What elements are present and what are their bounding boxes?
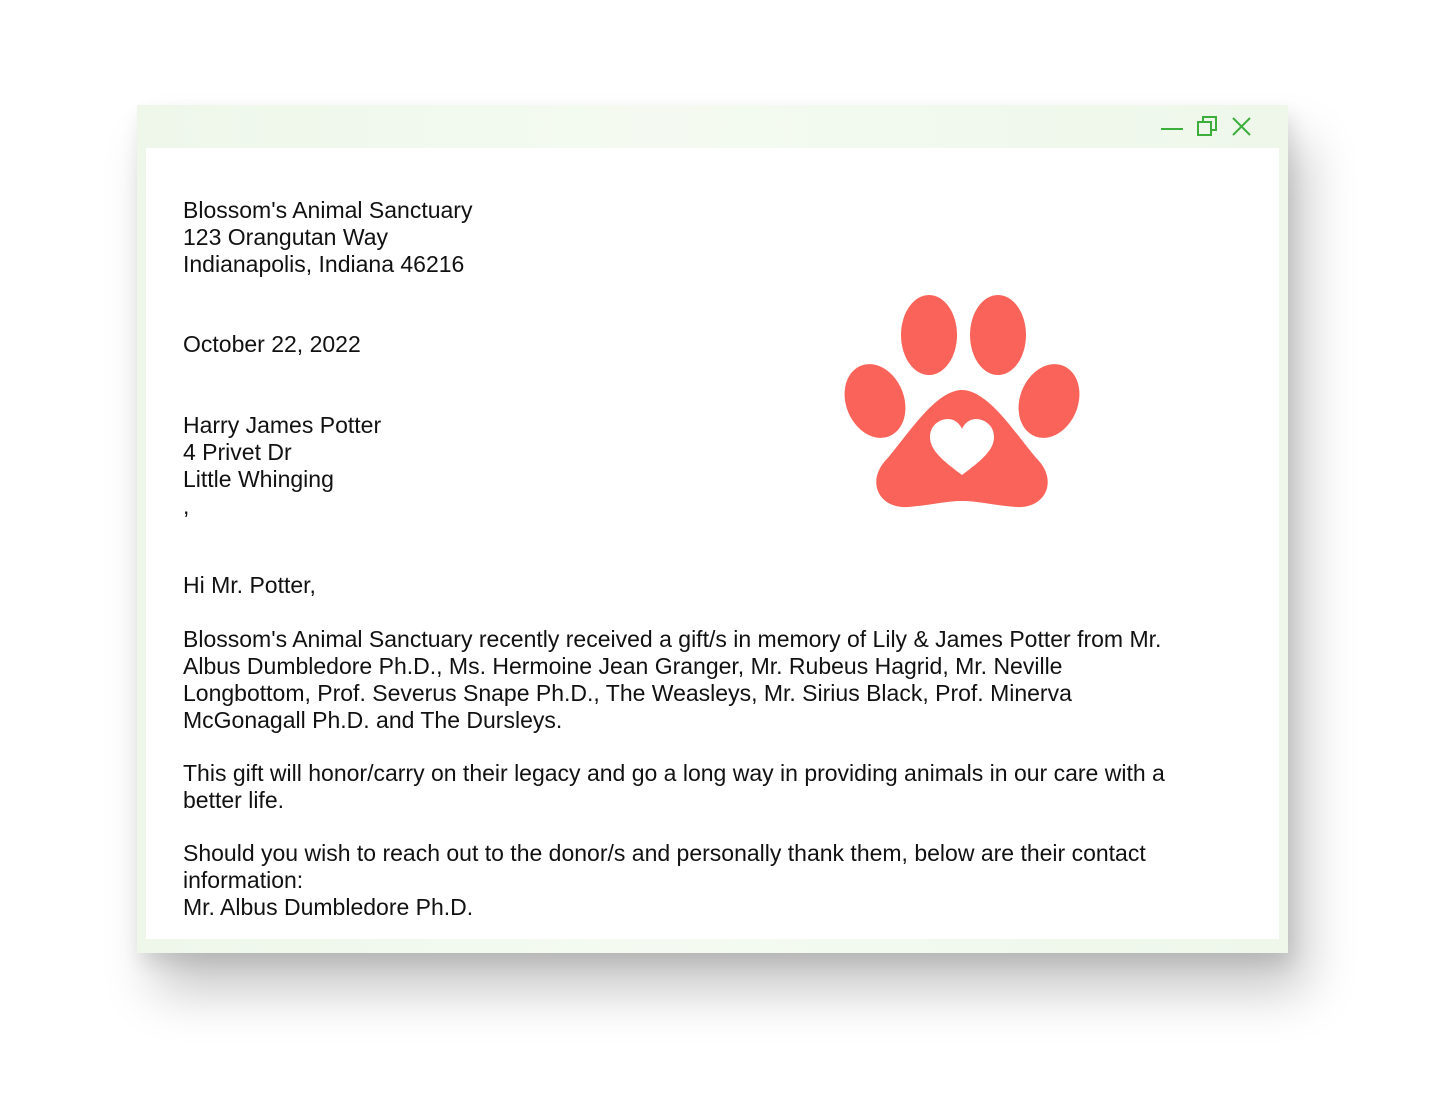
restore-icon [1195, 114, 1221, 140]
donor-contact: Mr. Albus Dumbledore Ph.D. [183, 894, 474, 920]
paragraph-legacy-text: This gift will honor/carry on their legacy and go a long way in providing animals in our care with a better life. [183, 760, 1165, 813]
paragraph-legacy [183, 760, 1193, 814]
close-button[interactable] [1229, 114, 1255, 140]
letter-date: October 22, 2022 [183, 331, 361, 357]
recipient-name: Harry James Potter [183, 412, 382, 438]
sender-address [183, 197, 472, 278]
title-bar [137, 105, 1288, 148]
paw-heart-icon [842, 293, 1082, 513]
greeting: Hi Mr. Potter, [183, 572, 316, 598]
letter-page [146, 148, 1279, 939]
minimize-button[interactable] [1159, 114, 1185, 140]
paragraph-contact [183, 840, 1193, 921]
recipient-address [183, 412, 381, 520]
minimize-icon [1159, 114, 1185, 140]
paragraph-gift-text: Blossom's Animal Sanctuary recently received a gift/s in memory of Lily & James Potter from Mr. Albus Dumbledore Ph.D., Ms. Hermoine Jean Granger, Mr. Rubeus Hagrid, Mr. Neville Longbottom, Prof. Severus Snape Ph.D., The Weasleys, Mr. Sirius Black, Prof. Minerva McGonagall Ph.D. and The Dursleys. [183, 626, 1162, 733]
restore-button[interactable] [1195, 114, 1221, 140]
recipient-extra: , [183, 493, 190, 519]
paragraph-contact-text: Should you wish to reach out to the donor/s and personally thank them, below are their contact information: [183, 840, 1146, 893]
paragraph-gift [183, 626, 1193, 734]
sender-street: 123 Orangutan Way [183, 224, 388, 250]
close-icon [1229, 114, 1255, 140]
recipient-city: Little Whinging [183, 466, 334, 492]
sender-city: Indianapolis, Indiana 46216 [183, 251, 465, 277]
document-window [137, 105, 1288, 953]
sender-name: Blossom's Animal Sanctuary [183, 197, 473, 223]
recipient-street: 4 Privet Dr [183, 439, 292, 465]
